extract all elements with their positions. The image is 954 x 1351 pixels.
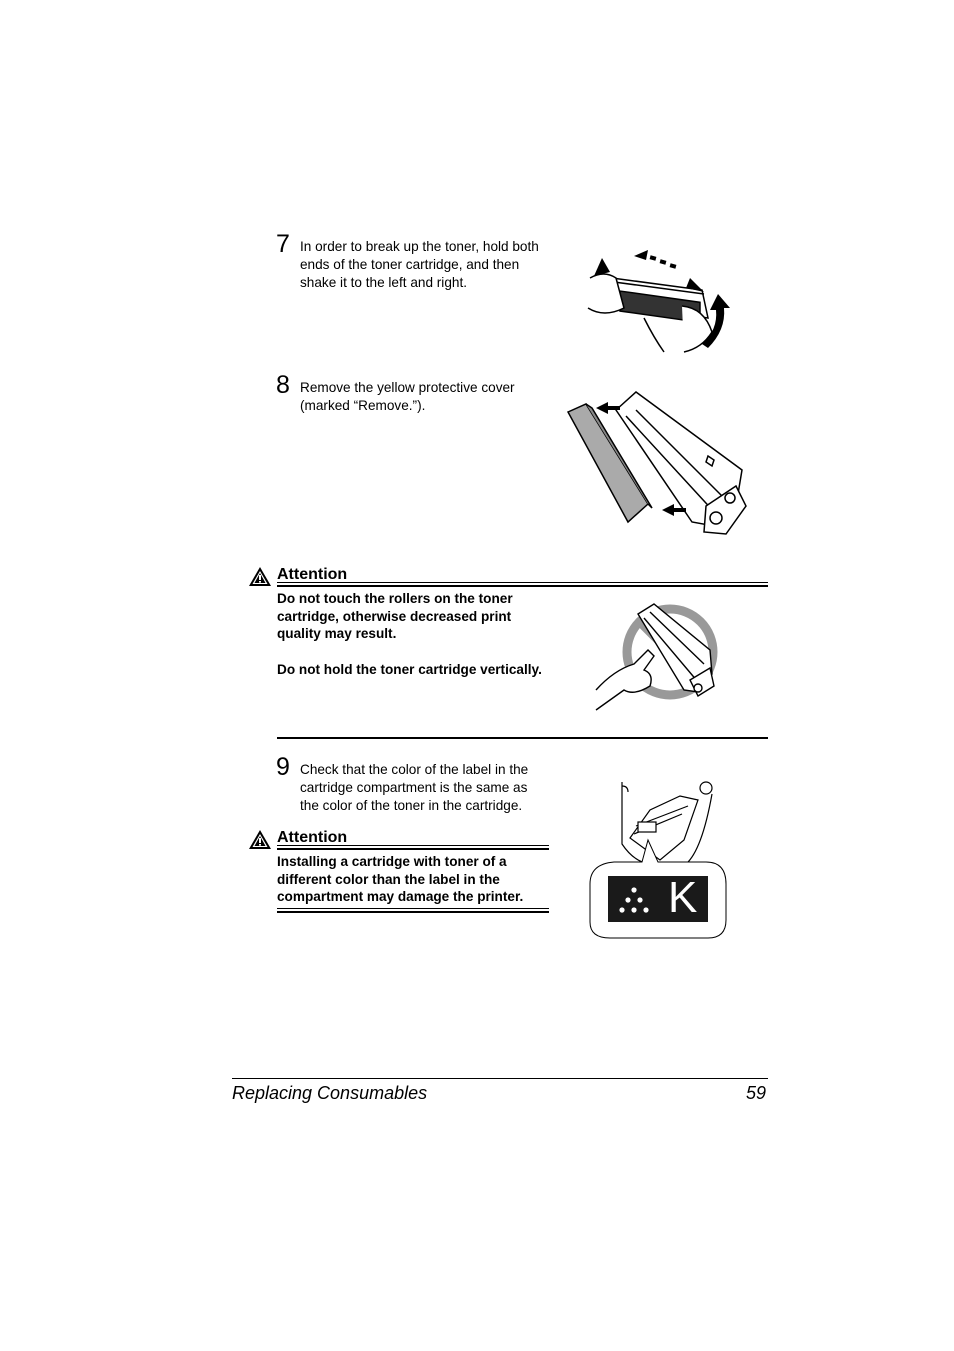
warning-triangle-icon	[248, 829, 272, 850]
color-label-letter: K	[668, 873, 698, 922]
attention-2-text: Installing a cartridge with toner of a different color than the label in the compartment may damage the printer.	[277, 854, 524, 905]
attention-1-paragraph-2: Do not hold the toner cartridge vertically.	[277, 662, 542, 677]
attention-1-bottom-rule	[277, 737, 768, 739]
footer-rule	[232, 1078, 768, 1079]
attention-2-top-rule	[277, 845, 549, 850]
step-8-number: 8	[276, 371, 290, 399]
step-8-text: Remove the yellow protective cover (marked “Remove.”).	[300, 380, 515, 413]
footer-section-title: Replacing Consumables	[232, 1083, 428, 1103]
attention-1-paragraph-1: Do not touch the rollers on the toner cartridge, otherwise decreased print quality may result.	[277, 591, 513, 642]
step-7-number: 7	[276, 230, 290, 258]
step-9-number: 9	[276, 753, 290, 781]
attention-1-top-rule	[277, 582, 768, 587]
attention-1-title: Attention	[277, 566, 348, 583]
attention-2-bottom-rule	[277, 908, 549, 913]
attention-2-title: Attention	[277, 829, 348, 846]
warning-triangle-icon	[248, 566, 272, 587]
footer-page-number: 59	[746, 1083, 767, 1103]
color-label-illustration	[590, 780, 730, 940]
remove-cover-illustration	[566, 386, 750, 536]
step-9-text: Check that the color of the label in the cartridge compartment is the same as the color of the toner in the cartridge.	[300, 762, 529, 813]
step-7-text: In order to break up the toner, hold both ends of the toner cartridge, and then shake it to the left and right.	[300, 239, 539, 290]
no-touch-rollers-illustration	[594, 600, 718, 712]
toner-shake-illustration	[584, 248, 734, 354]
